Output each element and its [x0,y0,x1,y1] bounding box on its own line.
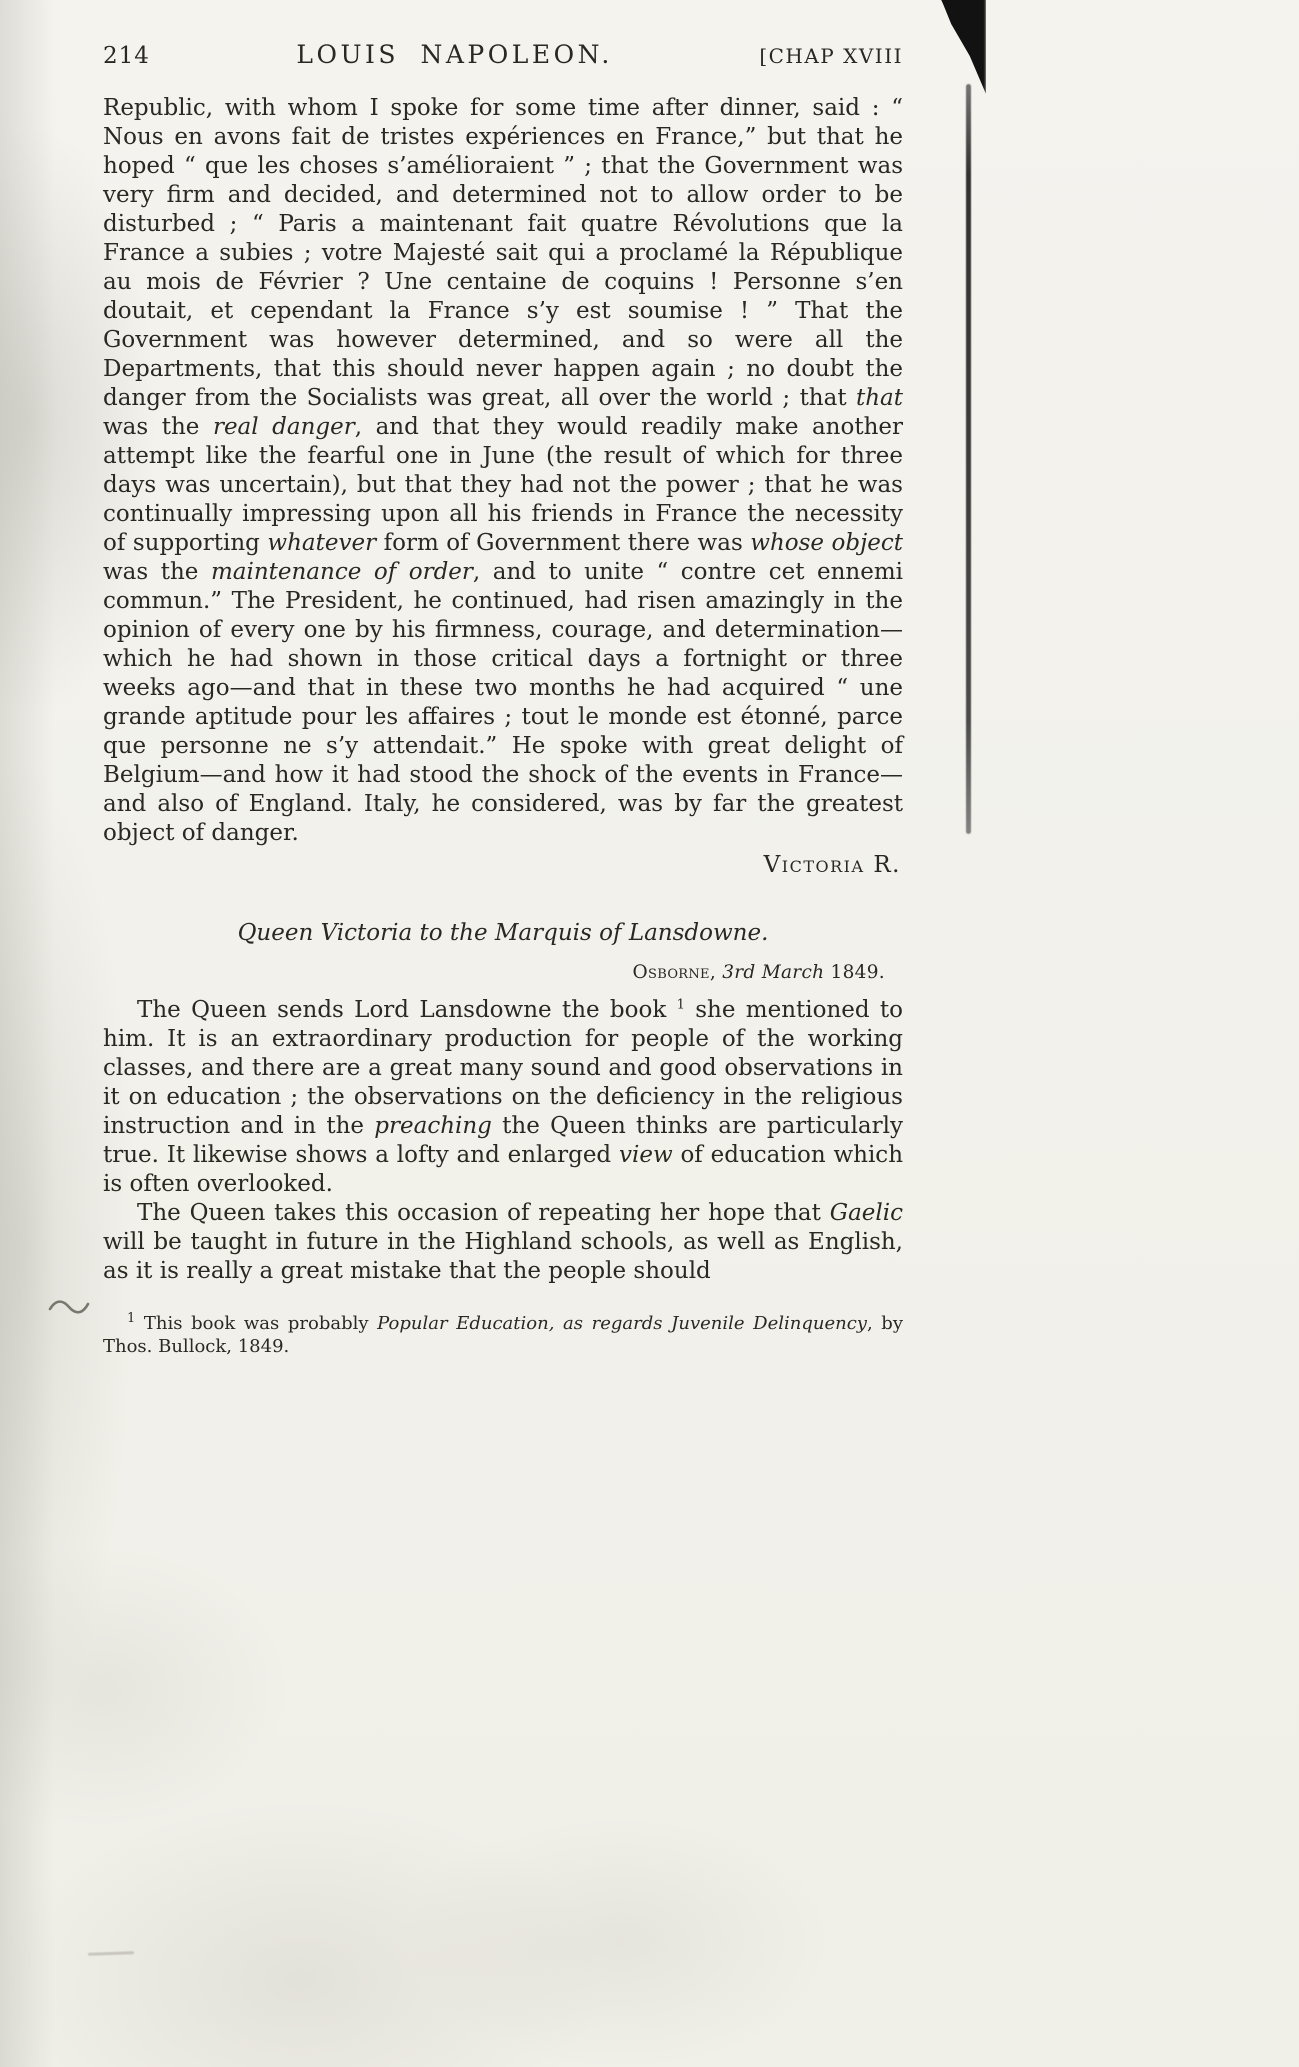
letter-dateline: Osborne, 3rd March 1849. [632,962,885,983]
running-title: LOUIS NAPOLEON. [296,40,613,69]
page-header [103,40,903,69]
page-number: 214 [103,43,150,69]
letter-paragraph-1: The Queen sends Lord Lansdowne the book $^1$ she mentioned to him. It is an extraordinary production for people of the working classes, and there are a great many sound and good observations in it on education ; the observations on the deficiency in the religious instruction and in the preaching the Queen thinks are particularly true. It likewise shows a lofty and enlarged view of education which is often overlooked. [103,997,904,1197]
page-content [103,40,903,1358]
chapter-marker: [CHAP XVIII [759,44,903,68]
pencil-smudge-mark [88,1951,134,1956]
letter-paragraph-2: The Queen takes this occasion of repeating her hope that Gaelic will be taught in future in the Highland schools, as well as English, as it is really a great mistake that the people should [103,1200,903,1284]
scan-artifact-book-edge [966,84,971,834]
letter-heading: Queen Victoria to the Marquis of Lansdowne. [237,920,769,946]
letter-body-paragraph: Republic, with whom I spoke for some time after dinner, said : “ Nous en avons fait de tristes expériences en France,” but that he hoped “ que les choses s’amélioraient ” ; that the Government was very firm and decided, and determined not to allow order to be disturbed ; “ Paris a maintenant fait quatre Révolutions que la France a subies ; votre Majesté sait qui a proclamé la République au mois de Février ? Une centaine de coquins ! Personne s’en doutait, et cependant la France s’y est soumise ! ” That the Government was however determined, and so were all the Departments, that this should never happen again ; no doubt the danger from the Socialists was great, all over the world ; that that was the real danger, and that they would readily make another attempt like the fearful one in June (the result of which for three days was uncertain), but that they had not the power ; that he was continually impressing upon all his friends in France the necessity of supporting whatever form of Government there was whose object was the maintenance of order, and to unite “ contre cet ennemi commun.” The President, he continued, had risen amazingly in the opinion of every one by his firmness, courage, and determination—which he had shown in those critical days a fortnight or three weeks ago—and that in these two months he had acquired “ une grande aptitude pour les affaires ; tout le monde est étonné, parce que personne ne s’y attendait.” He spoke with great delight of Belgium—and how it had stood the shock of the events in France—and also of England. Italy, he considered, was by far the greatest object of danger. [103,95,904,846]
signature-name: Victoria R. [763,852,901,878]
scan-artifact-corner-blob [928,0,986,94]
letter-signature [103,852,903,878]
margin-pencil-mark [48,1296,90,1320]
footnote: $^1$ This book was probably Popular Education, as regards Juvenile Delinquency, by Thos. Bullock, 1849. [103,1311,903,1357]
